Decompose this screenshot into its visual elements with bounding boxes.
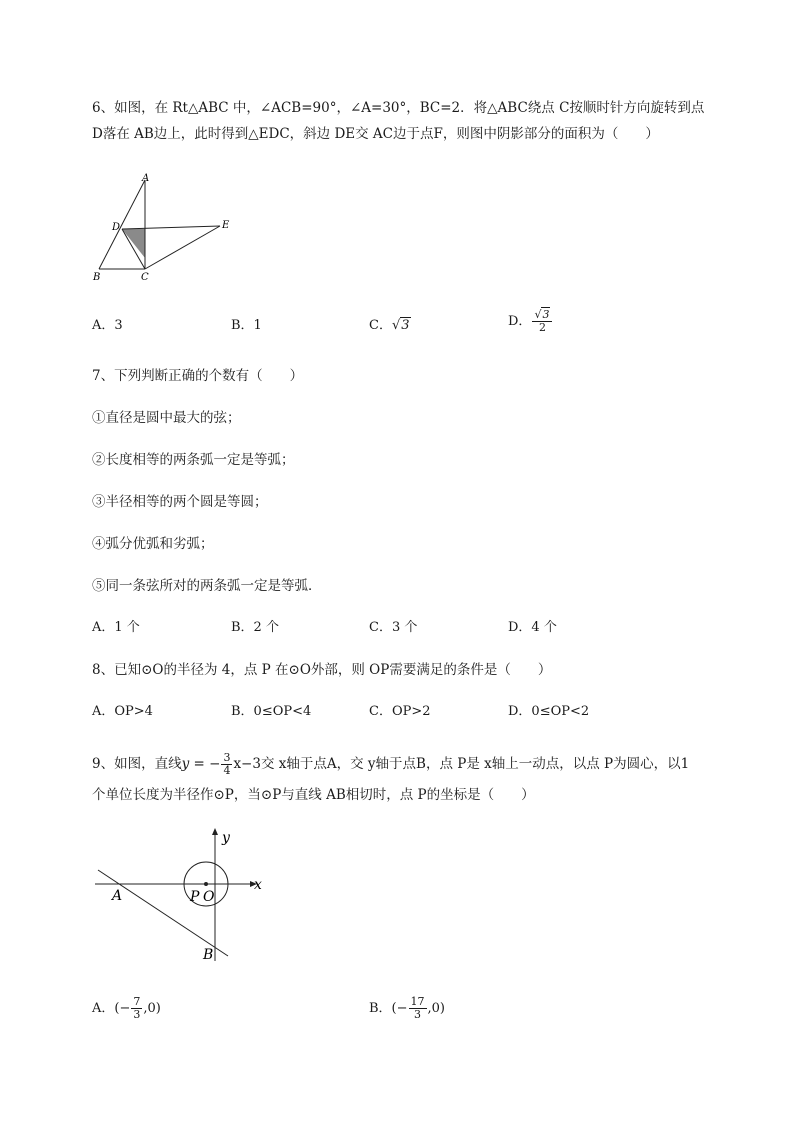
q6-triangle-figure [88, 170, 238, 286]
q6-option-c-radicand: 3 [401, 318, 410, 333]
q6-label-d: D [112, 222, 121, 233]
q6-segment-ab [99, 180, 145, 269]
q9-line-ab [98, 870, 228, 956]
q9-equation-fraction [221, 752, 232, 777]
q8-option-a[interactable]: A．OP>4 [92, 704, 153, 719]
q7-item-4: ④弧分优弧和劣弧； [92, 536, 214, 552]
q9-option-a-denominator: 3 [133, 1008, 141, 1021]
q7-option-a[interactable]: A．1 个 [92, 620, 140, 635]
q9-option-b-suffix: ,0) [427, 1001, 446, 1016]
q8-option-c[interactable]: C．OP>2 [369, 704, 431, 719]
q7-item-1: ①直径是圆中最大的弦； [92, 410, 241, 426]
q9-label-x: x [254, 877, 262, 893]
q9-label-p: P [190, 889, 200, 905]
q9-option-b-numerator: 17 [410, 995, 425, 1008]
q9-equation-y: y = − [181, 756, 221, 772]
q9-option-a-fraction [131, 996, 142, 1021]
q6-option-a[interactable]: A．3 [92, 318, 123, 333]
q6-option-d-fraction [532, 309, 552, 334]
q6-label-e: E [222, 220, 230, 231]
sqrt-icon: √3 [391, 318, 410, 333]
q9-label-a: A [112, 888, 123, 904]
q6-option-d-denominator: 2 [538, 321, 546, 334]
q9-option-b[interactable] [369, 996, 445, 1021]
q9-option-b-prefix: B．(− [369, 1001, 408, 1016]
q7-option-d[interactable]: D．4 个 [508, 620, 557, 635]
q8-option-b[interactable]: B．0≤OP<4 [231, 704, 312, 719]
q7-item-2: ②长度相等的两条弧一定是等弧； [92, 452, 295, 468]
q9-option-a-prefix: A．(− [92, 1001, 131, 1016]
q6-option-d[interactable] [508, 309, 553, 334]
q6-label-c: C [141, 272, 149, 283]
q7-stem: 7、下列判断正确的个数有（ ） [92, 368, 304, 384]
q6-option-d-prefix: D． [508, 314, 532, 329]
q9-label-b: B [203, 947, 214, 963]
q6-segment-de [122, 226, 220, 229]
q9-stem-post: x−3交 x轴于点A，交 y轴于点B，点 P是 x轴上一动点，以点 P为圆心，以1 [233, 756, 690, 772]
q7-item-5: ⑤同一条弦所对的两条弧一定是等弧． [92, 578, 322, 594]
q6-option-c[interactable] [369, 316, 411, 336]
q9-label-y: y [222, 830, 230, 846]
sqrt-icon: √3 [534, 308, 550, 321]
q6-stem-line1: 6、如图，在 Rt△ABC 中，∠ACB=90°，∠A=30°，BC=2．将△ABC绕点 C按顺时针方向旋转到点 [92, 100, 705, 116]
q9-stem-pre: 9、如图，直线 [92, 756, 182, 772]
q9-option-a-numerator: 7 [133, 995, 141, 1008]
q9-coordinate-figure [90, 826, 280, 966]
q6-label-b: B [93, 272, 101, 283]
q7-option-c[interactable]: C．3 个 [369, 620, 418, 635]
q6-label-a: A [142, 173, 150, 184]
q6-stem-line2: D落在 AB边上，此时得到△EDC，斜边 DE交 AC边于点F，则图中阴影部分的面积为（ ） [92, 126, 659, 142]
q9-option-b-fraction [409, 996, 427, 1021]
q9-stem-line1 [92, 752, 689, 777]
q7-item-3: ③半径相等的两个圆是等圆； [92, 494, 268, 510]
q9-point-p [204, 882, 208, 886]
arrow-up-icon [212, 828, 218, 835]
q9-fraction-denominator: 4 [223, 764, 231, 777]
q9-option-a-suffix: ,0) [143, 1001, 161, 1016]
q9-stem-line2: 个单位长度为半径作⊙P，当⊙P与直线 AB相切时，点 P的坐标是（ ） [92, 787, 535, 803]
q6-option-b[interactable]: B．1 [231, 318, 262, 333]
q9-fraction-numerator: 3 [223, 751, 231, 764]
q6-option-c-prefix: C． [369, 318, 392, 333]
q7-option-b[interactable]: B．2 个 [231, 620, 279, 635]
q8-option-d[interactable]: D．0≤OP<2 [508, 704, 590, 719]
q8-stem: 8、已知⊙O的半径为 4，点 P 在⊙O外部，则 OP需要满足的条件是（ ） [92, 662, 552, 678]
q6-shaded-region [122, 229, 145, 258]
q9-label-o: O [203, 889, 215, 905]
q9-option-b-denominator: 3 [414, 1008, 422, 1021]
q9-option-a[interactable] [92, 996, 161, 1021]
q6-option-d-radicand: 3 [542, 308, 550, 321]
q6-segment-ec [145, 226, 220, 269]
